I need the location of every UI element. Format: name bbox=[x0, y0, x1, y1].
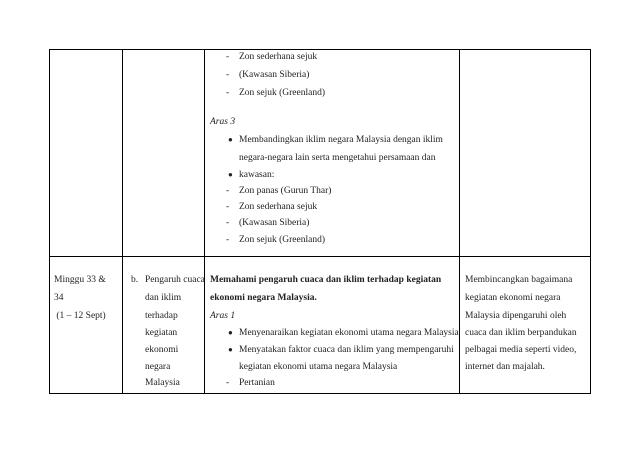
dash-marker: - bbox=[226, 235, 230, 245]
dash-marker: - bbox=[226, 218, 230, 228]
level1-heading: Aras 1 bbox=[210, 311, 236, 321]
topic-line: kegiatan bbox=[145, 328, 178, 338]
level1-item: Pertanian bbox=[239, 378, 275, 388]
level3-item: Zon panas (Gurun Thar) bbox=[239, 186, 332, 196]
bullet-icon: ● bbox=[228, 170, 233, 179]
topic-line: dan iklim bbox=[145, 293, 182, 303]
topic-line: Pengaruh cuaca bbox=[145, 275, 205, 285]
topic-letter: b. bbox=[131, 275, 139, 285]
level1-item: Menyatakan faktor cuaca dan iklim yang mempengaruhi bbox=[239, 345, 454, 355]
activity-line: pelbagai media seperti video, bbox=[465, 345, 577, 355]
activity-line: Malaysia dipengaruhi oleh bbox=[465, 311, 567, 321]
table-border-top bbox=[49, 49, 591, 50]
table-border-right bbox=[590, 49, 591, 394]
dash-marker: - bbox=[226, 186, 230, 196]
topic-line: terhadap bbox=[145, 311, 178, 321]
dash-marker: - bbox=[226, 88, 230, 98]
bullet-icon: ● bbox=[228, 328, 233, 337]
row-divider bbox=[49, 256, 591, 257]
dash-marker: - bbox=[226, 378, 230, 388]
activity-line: internet dan majalah. bbox=[465, 362, 545, 372]
level3-item: (Kawasan Siberia) bbox=[239, 218, 310, 228]
objective-line: Memahami pengaruh cuaca dan iklim terhadap kegiatan bbox=[210, 275, 442, 285]
table-border-bottom bbox=[49, 393, 591, 394]
column-divider-1 bbox=[122, 49, 123, 394]
topic-line: Malaysia bbox=[145, 378, 180, 388]
activity-line: cuaca dan iklim berpandukan bbox=[465, 328, 577, 338]
topic-line: ekonomi bbox=[145, 345, 179, 355]
column-divider-2 bbox=[204, 49, 205, 394]
column-divider-3 bbox=[459, 49, 460, 394]
dash-marker: - bbox=[226, 70, 230, 80]
level1-item-continued: kegiatan ekonomi utama negara Malaysia bbox=[239, 362, 398, 372]
activity-line: Zon sejuk (Greenland) bbox=[239, 88, 325, 98]
level3-item: Membandingkan iklim negara Malaysia dengan iklim bbox=[239, 135, 443, 145]
activity-line: Zon sederhana sejuk bbox=[239, 52, 318, 62]
activity-line: kegiatan ekonomi negara bbox=[465, 293, 561, 303]
activity-line: Membincangkan bagaimana bbox=[465, 275, 573, 285]
week-line: Minggu 33 & bbox=[54, 275, 106, 285]
table-border-left bbox=[49, 49, 50, 394]
dash-marker: - bbox=[226, 202, 230, 212]
bullet-icon: ● bbox=[228, 345, 233, 354]
topic-line: negara bbox=[145, 362, 171, 372]
level3-item-continued: negara-negara lain serta mengetahui persamaan dan bbox=[239, 153, 436, 163]
week-line: 34 bbox=[54, 293, 64, 303]
bullet-icon: ● bbox=[228, 135, 233, 144]
dash-marker: - bbox=[226, 52, 230, 62]
level3-item: Zon sederhana sejuk bbox=[239, 202, 318, 212]
level3-item: Zon sejuk (Greenland) bbox=[239, 235, 325, 245]
objective-line: ekonomi negara Malaysia. bbox=[210, 293, 317, 303]
week-line: (1 – 12 Sept) bbox=[54, 311, 106, 321]
level3-heading: Aras 3 bbox=[210, 117, 236, 127]
level1-item: Menyenaraikan kegiatan ekonomi utama negara Malaysia bbox=[239, 328, 459, 338]
level3-item: kawasan: bbox=[239, 170, 275, 180]
activity-line: (Kawasan Siberia) bbox=[239, 70, 310, 80]
